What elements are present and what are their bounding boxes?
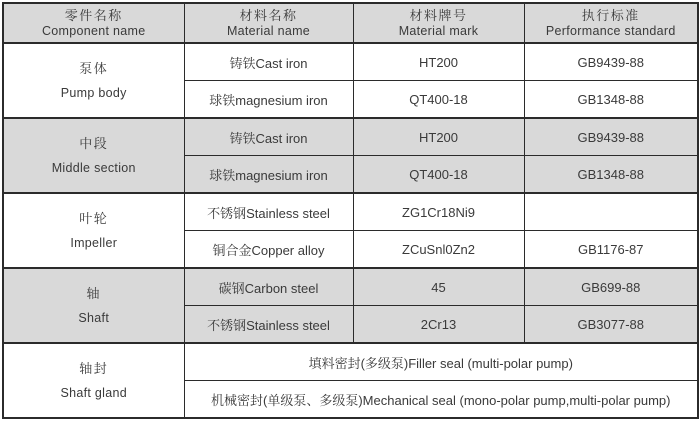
materials-spec-table [2, 2, 699, 419]
mark-cell: HT200 [353, 43, 524, 81]
component-name-zh: 泵体 [79, 61, 109, 76]
table-header-row [3, 3, 698, 43]
component-name-en: Impeller [70, 236, 118, 250]
standard-cell: GB699-88 [524, 268, 698, 306]
material-cell: 铸铁Cast iron [184, 43, 353, 81]
mark-cell: QT400-18 [353, 156, 524, 194]
mark-cell: ZCuSnl0Zn2 [353, 231, 524, 269]
component-name-en: Pump body [60, 86, 127, 100]
header-en: Performance standard [545, 24, 676, 38]
mark-cell: QT400-18 [353, 81, 524, 119]
component-name-zh: 叶轮 [79, 211, 109, 226]
header-cell-material [184, 3, 353, 43]
mark-cell: 2Cr13 [353, 306, 524, 344]
material-cell: 球铁magnesium iron [184, 81, 353, 119]
standard-cell: GB9439-88 [524, 118, 698, 156]
header-en: Material mark [398, 24, 479, 38]
header-zh: 零件名称 [64, 8, 123, 23]
header-en: Component name [41, 24, 146, 38]
component-cell-middle-section [3, 118, 184, 193]
mark-cell: 45 [353, 268, 524, 306]
table-row [3, 268, 698, 306]
mark-cell: HT200 [353, 118, 524, 156]
component-name-en: Shaft gland [60, 386, 128, 400]
standard-cell: GB1348-88 [524, 156, 698, 194]
material-cell: 不锈钢Stainless steel [184, 193, 353, 231]
component-cell-pump-body [3, 43, 184, 118]
standard-cell: GB3077-88 [524, 306, 698, 344]
table-row [3, 193, 698, 231]
material-cell: 球铁magnesium iron [184, 156, 353, 194]
header-cell-component [3, 3, 184, 43]
component-name-zh: 轴 [86, 286, 101, 301]
standard-cell: GB9439-88 [524, 43, 698, 81]
table-row [3, 118, 698, 156]
component-name-zh: 中段 [79, 136, 109, 151]
header-en: Material name [226, 24, 311, 38]
table-row [3, 343, 698, 381]
table-row [3, 43, 698, 81]
header-zh: 材料名称 [239, 8, 298, 23]
mark-cell: ZG1Cr18Ni9 [353, 193, 524, 231]
material-cell: 铸铁Cast iron [184, 118, 353, 156]
component-name-en: Middle section [51, 161, 136, 175]
component-name-zh: 轴封 [79, 361, 109, 376]
component-cell-impeller [3, 193, 184, 268]
seal-cell-filler: 填料密封(多级泵)Filler seal (multi-polar pump) [184, 343, 698, 381]
component-cell-shaft-gland [3, 343, 184, 418]
header-cell-standard [524, 3, 698, 43]
header-cell-mark [353, 3, 524, 43]
component-cell-shaft [3, 268, 184, 343]
header-zh: 执行标准 [581, 8, 640, 23]
seal-cell-mechanical: 机械密封(单级泵、多级泵)Mechanical seal (mono-polar pump,multi-polar pump) [184, 381, 698, 419]
material-cell: 碳钢Carbon steel [184, 268, 353, 306]
material-cell: 不锈钢Stainless steel [184, 306, 353, 344]
material-cell: 铜合金Copper alloy [184, 231, 353, 269]
component-name-en: Shaft [78, 311, 110, 325]
standard-cell: GB1176-87 [524, 231, 698, 269]
standard-cell-empty [524, 193, 698, 231]
header-zh: 材料牌号 [409, 8, 468, 23]
standard-cell: GB1348-88 [524, 81, 698, 119]
